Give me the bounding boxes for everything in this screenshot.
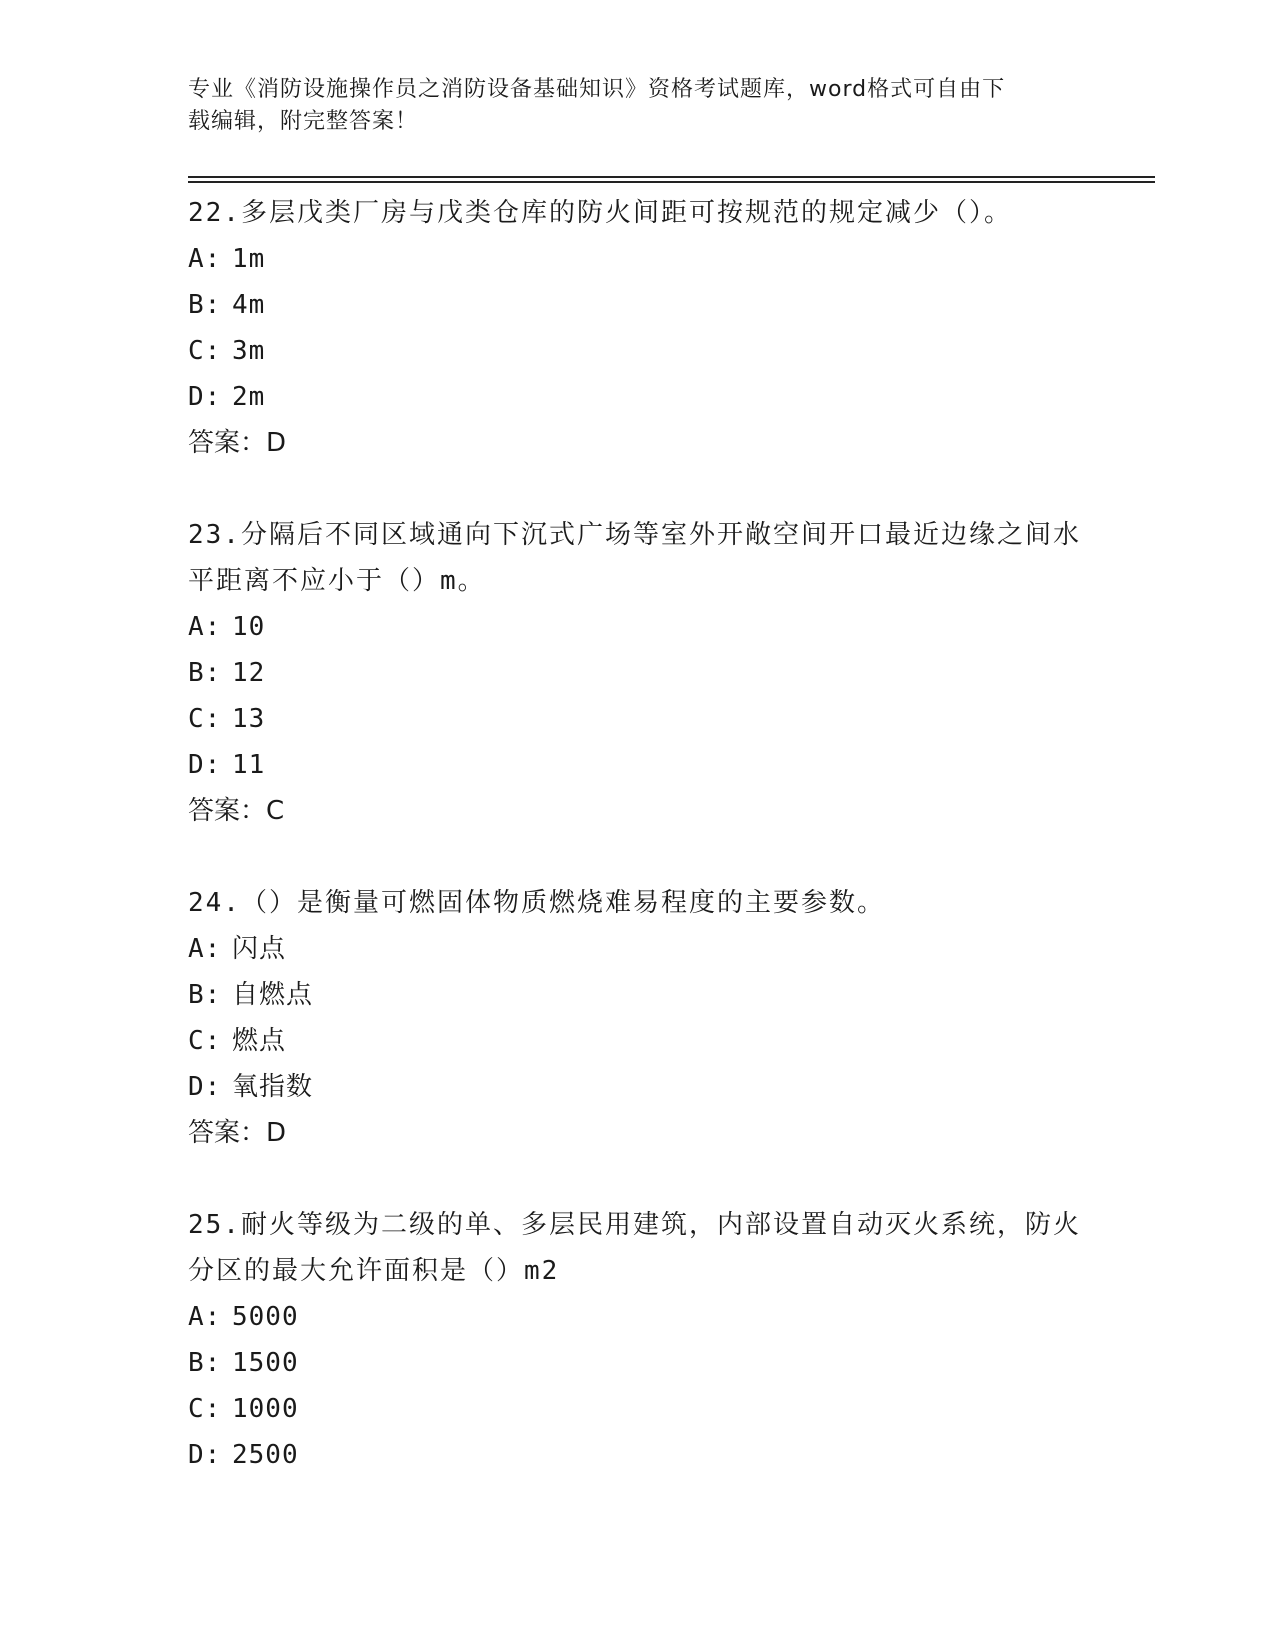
option-c: C: 燃点 <box>188 1026 287 1056</box>
header-line-1: 专业《消防设施操作员之消防设备基础知识》资格考试题库，word格式可自由下 <box>188 77 1006 102</box>
option-d: D: 氧指数 <box>188 1072 314 1102</box>
option-b: B: 4m <box>188 290 266 320</box>
header-rule-top <box>188 176 1155 178</box>
question-text: 25.耐火等级为二级的单、多层民用建筑，内部设置自动灭火系统，防火分区的最大允许面积是（）m2 <box>188 1210 1081 1286</box>
option-a: A: 闪点 <box>188 934 287 964</box>
header-line-2: 载编辑，附完整答案！ <box>188 109 419 134</box>
question-list <box>188 190 1088 1524</box>
answer: 答案：D <box>188 428 287 458</box>
question-25 <box>188 1202 1088 1478</box>
option-a: A: 1m <box>188 244 266 274</box>
option-a: A: 5000 <box>188 1302 299 1332</box>
question-text: 24.（）是衡量可燃固体物质燃烧难易程度的主要参数。 <box>188 888 885 918</box>
option-a: A: 10 <box>188 612 266 642</box>
option-b: B: 1500 <box>188 1348 299 1378</box>
question-22 <box>188 190 1088 466</box>
option-d: D: 2m <box>188 382 266 412</box>
question-text: 22.多层戊类厂房与戊类仓库的防火间距可按规范的规定减少（）。 <box>188 198 1012 228</box>
option-d: D: 11 <box>188 750 266 780</box>
option-d: D: 2500 <box>188 1440 299 1470</box>
header-rule-bottom <box>188 181 1155 183</box>
option-c: C: 13 <box>188 704 266 734</box>
document-header <box>188 74 1068 138</box>
option-c: C: 3m <box>188 336 266 366</box>
answer: 答案：D <box>188 1118 287 1148</box>
option-c: C: 1000 <box>188 1394 299 1424</box>
answer: 答案：C <box>188 796 285 826</box>
question-24 <box>188 880 1088 1156</box>
option-b: B: 12 <box>188 658 266 688</box>
question-text: 23.分隔后不同区域通向下沉式广场等室外开敞空间开口最近边缘之间水平距离不应小于（）m。 <box>188 520 1081 596</box>
option-b: B: 自燃点 <box>188 980 314 1010</box>
question-23 <box>188 512 1088 834</box>
